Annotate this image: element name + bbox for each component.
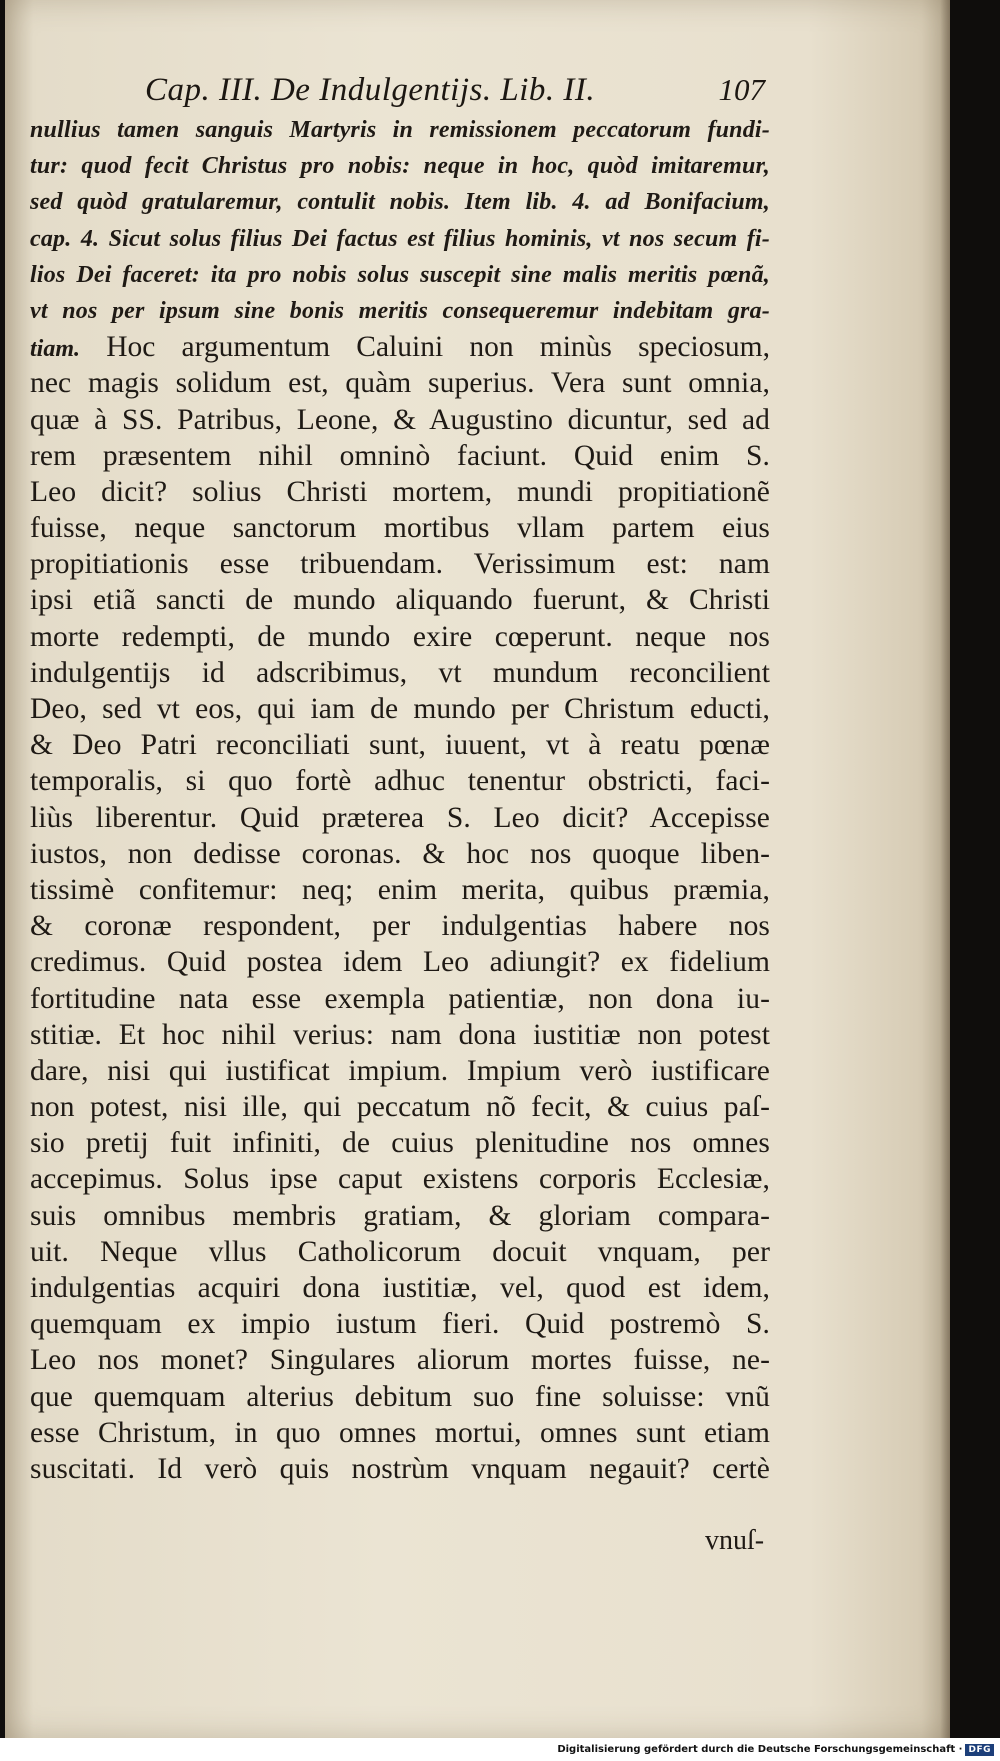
dfg-logo: DFG [965, 1744, 994, 1756]
text-line: & coronæ respondent, per indulgentias habere nos [30, 910, 770, 943]
text-line: non potest, nisi ille, qui peccatum nõ fecit, & cuius paſ- [30, 1091, 770, 1124]
text-line: tur: quod fecit Christus pro nobis: neque in hoc, quòd imitaremur, [30, 153, 770, 180]
text-line: sio pretij fuit infiniti, de cuius plenitudine nos omnes [30, 1127, 770, 1160]
text-line: cap. 4. Sicut solus filius Dei factus est filius hominis, vt nos secum fi- [30, 225, 770, 252]
roman-fragment: Hoc argumentum Caluini non minùs speciosum, [80, 331, 770, 364]
text-line: vt nos per ipsum sine bonis meritis consequeremur indebitam gra- [30, 297, 770, 324]
text-line: sed quòd gratularemur, contulit nobis. Item lib. 4. ad Bonifacium, [30, 189, 770, 216]
text-line: lios Dei faceret: ita pro nobis solus suscepit sine malis meritis pœnã, [30, 261, 770, 288]
text-line: fuisse, neque sanctorum mortibus vllam partem eius [30, 512, 770, 545]
body-text [30, 112, 770, 1487]
text-line: liùs liberentur. Quid præterea S. Leo dicit? Accepisse [30, 801, 770, 834]
text-line: indulgentijs id adscribimus, vt mundum reconcilient [30, 656, 770, 689]
text-line: que quemquam alterius debitum suo fine soluisse: vnũ [30, 1380, 770, 1413]
book-page [5, 0, 950, 1738]
text-line [30, 329, 770, 365]
text-line: suscitati. Id verò quis nostrùm vnquam negauit? certè [30, 1452, 770, 1485]
text-line: indulgentias acquiri dona iustitiæ, vel, quod est idem, [30, 1272, 770, 1304]
text-line: Leo dicit? solius Christi mortem, mundi propitiationẽ [30, 475, 770, 508]
text-line: tissimè confitemur: neq; enim merita, quibus præmia, [30, 873, 770, 906]
page-number: 107 [718, 72, 765, 107]
text-line: iustos, non dedisse coronas. & hoc nos quoque liben- [30, 837, 770, 870]
text-line: rem præsentem nihil omninò faciunt. Quid enim S. [30, 439, 770, 472]
text-line: fortitudine nata esse exempla patientiæ, non dona iu- [30, 982, 770, 1015]
digitization-footer [0, 1738, 1000, 1761]
text-line: stitiæ. Et hoc nihil verius: nam dona iustitiæ non potest [30, 1018, 770, 1051]
text-line: morte redempti, de mundo exire cœperunt. neque nos [30, 620, 770, 653]
funding-credit: Digitalisierung gefördert durch die Deutsche Forschungsgemeinschaft · [557, 1744, 963, 1755]
text-line: credimus. Quid postea idem Leo adiungit? ex fidelium [30, 946, 770, 979]
catchword: vnuſ- [705, 1525, 765, 1556]
text-line: dare, nisi qui iustificat impium. Impium verò iustificare [30, 1054, 770, 1087]
text-line: esse Christum, in quo omnes mortui, omnes sunt etiam [30, 1416, 770, 1449]
text-line: temporalis, si quo fortè adhuc tenentur obstricti, faci- [30, 765, 770, 798]
text-line: uit. Neque vllus Catholicorum docuit vnquam, per [30, 1235, 770, 1268]
text-line: Deo, sed vt eos, qui iam de mundo per Christum educti, [30, 693, 770, 725]
text-line: nec magis solidum est, quàm superius. Vera sunt omnia, [30, 367, 770, 400]
text-line: quemquam ex impio iustum fieri. Quid postremò S. [30, 1308, 770, 1341]
text-line: accepimus. Solus ipse caput existens corporis Ecclesiæ, [30, 1163, 770, 1196]
text-line: ipsi etiã sancti de mundo aliquando fuerunt, & Christi [30, 584, 770, 617]
text-line: propitiationis esse tribuendam. Verissimum est: nam [30, 548, 770, 581]
italic-fragment: tiam. [30, 336, 81, 363]
text-line: Leo nos monet? Singulares aliorum mortes fuisse, ne- [30, 1344, 770, 1377]
running-title: Cap. III. De Indulgentijs. Lib. II. [145, 72, 596, 108]
page-header [145, 72, 765, 109]
text-line: nullius tamen sanguis Martyris in remissionem peccatorum fundi- [30, 117, 770, 143]
text-line: quæ à SS. Patribus, Leone, & Augustino dicuntur, sed ad [30, 403, 770, 436]
text-line: suis omnibus membris gratiam, & gloriam compara- [30, 1199, 770, 1232]
text-line: & Deo Patri reconciliati sunt, iuuent, vt à reatu pœnæ [30, 729, 770, 762]
